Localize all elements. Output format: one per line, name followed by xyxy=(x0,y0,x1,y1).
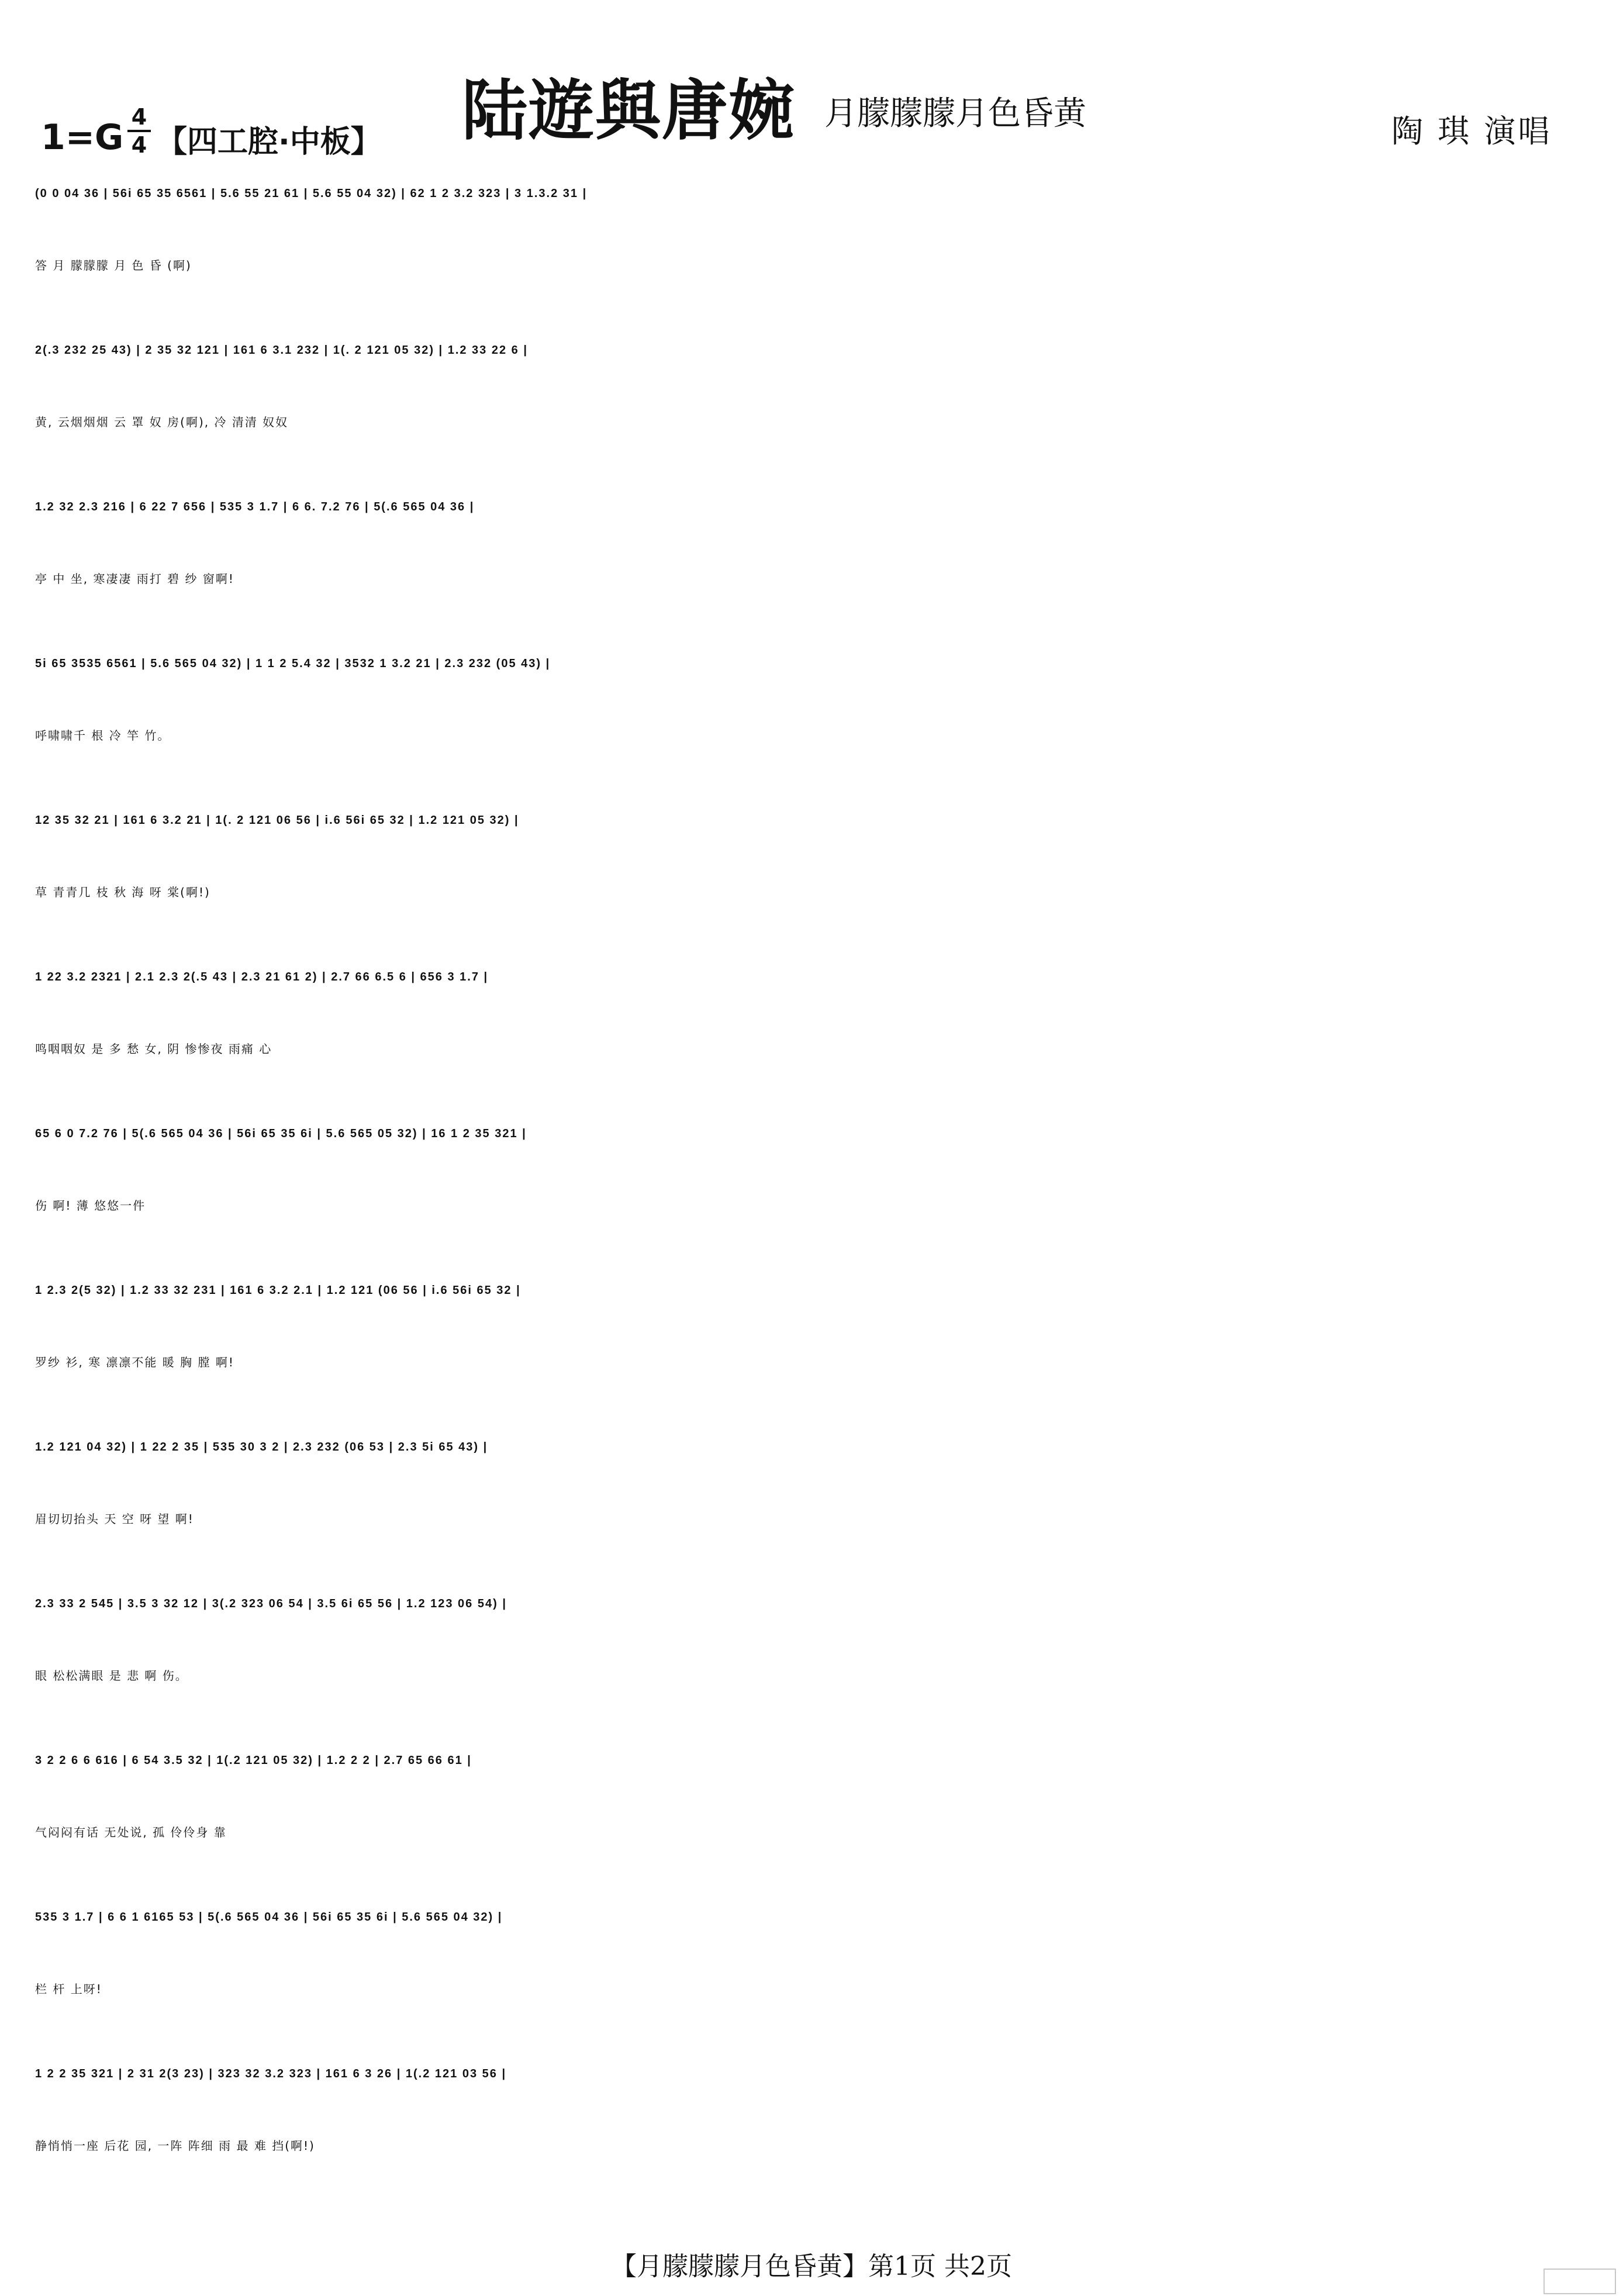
lyrics-line: 眉切切抬头 天 空 呀 望 啊! xyxy=(35,1512,194,1526)
key-signature: 1=G xyxy=(41,117,124,158)
lyrics-line: 黄, 云烟烟烟 云 罩 奴 房(啊), 冷 清清 奴奴 xyxy=(35,415,289,429)
jianpu-notes: 1 22 3.2 2321 | 2.1 2.3 2(.5 43 | 2.3 21 61 2) | 2.7 66 6.5 6 | 656 3 1.7 | xyxy=(35,971,489,983)
jianpu-notes: 2.3 33 2 545 | 3.5 3 32 12 | 3(.2 323 06 54 | 3.5 6i 65 56 | 1.2 123 06 54) | xyxy=(35,1597,507,1610)
lyrics-line: 气闷闷有话 无处说, 孤 伶伶身 靠 xyxy=(35,1825,227,1839)
jianpu-notes: 1.2 121 04 32) | 1 22 2 35 | 535 30 3 2 | 2.3 232 (06 53 | 2.3 5i 65 43) | xyxy=(35,1441,488,1453)
lyrics-line: 眼 松松满眼 是 悲 啊 伤。 xyxy=(35,1669,188,1683)
lyrics-line: 伤 啊! 薄 悠悠一件 xyxy=(35,1199,146,1213)
mode-tempo: 【四工腔·中板】 xyxy=(157,125,381,160)
song-subtitle: 月朦朦朦月色昏黄 xyxy=(824,95,1086,133)
lyrics-line: 栏 杆 上呀! xyxy=(35,1982,102,1996)
lyrics-line: 亭 中 坐, 寒凄凄 雨打 碧 纱 窗啊! xyxy=(35,572,234,586)
jianpu-notes: 65 6 0 7.2 76 | 5(.6 565 04 36 | 56i 65 35 6i | 5.6 565 05 32) | 16 1 2 35 321 | xyxy=(35,1127,527,1140)
time-signature xyxy=(127,105,151,157)
jianpu-notes: 2(.3 232 25 43) | 2 35 32 121 | 161 6 3.1 232 | 1(. 2 121 05 32) | 1.2 33 22 6 | xyxy=(35,344,528,357)
jianpu-notes: 1 2 2 35 321 | 2 31 2(3 23) | 323 32 3.2 323 | 161 6 3 26 | 1(.2 121 03 56 | xyxy=(35,2067,507,2080)
lyrics-line: 草 青青几 枝 秋 海 呀 棠(啊!) xyxy=(35,885,210,899)
watermark-stamp xyxy=(1543,2269,1616,2294)
jianpu-notes: 1 2.3 2(5 32) | 1.2 33 32 231 | 161 6 3.2 2.1 | 1.2 121 (06 56 | i.6 56i 65 32 | xyxy=(35,1284,521,1297)
performer-credit: 陶 琪 演唱 xyxy=(1391,113,1552,150)
lyrics-line: 答 月 朦朦朦 月 色 昏 (啊) xyxy=(35,258,192,272)
jianpu-notes: (0 0 04 36 | 56i 65 35 6561 | 5.6 55 21 61 | 5.6 55 04 32) | 62 1 2 3.2 323 | 3 1.3.2 31 | xyxy=(35,187,588,200)
lyrics-line: 静悄悄一座 后花 园, 一阵 阵细 雨 最 难 挡(啊!) xyxy=(35,2139,315,2153)
jianpu-notes: 3 2 2 6 6 616 | 6 54 3.5 32 | 1(.2 121 05 32) | 1.2 2 2 | 2.7 65 66 61 | xyxy=(35,1754,472,1767)
lyrics-line: 鸣咽咽奴 是 多 愁 女, 阴 惨惨夜 雨痛 心 xyxy=(35,1042,272,1056)
jianpu-notes: 12 35 32 21 | 161 6 3.2 21 | 1(. 2 121 06 56 | i.6 56i 65 32 | 1.2 121 05 32) | xyxy=(35,814,519,827)
lyrics-line: 罗纱 衫, 寒 凛凛不能 暖 胸 膛 啊! xyxy=(35,1355,234,1369)
page-footer: 【月朦朦朦月色昏黄】第1页 共2页 xyxy=(611,2252,1012,2281)
jianpu-notes: 5i 65 3535 6561 | 5.6 565 04 32) | 1 1 2 5.4 32 | 3532 1 3.2 21 | 2.3 232 (05 43) | xyxy=(35,657,551,670)
meter-denominator: 4 xyxy=(131,132,147,158)
song-title: 陆遊與唐婉 xyxy=(462,72,795,149)
jianpu-notes: 535 3 1.7 | 6 6 1 6165 53 | 5(.6 565 04 36 | 56i 65 35 6i | 5.6 565 04 32) | xyxy=(35,1911,503,1924)
jianpu-notes: 1.2 32 2.3 216 | 6 22 7 656 | 535 3 1.7 | 6 6. 7.2 76 | 5(.6 565 04 36 | xyxy=(35,500,475,513)
lyrics-line: 呼啸啸千 根 冷 竿 竹。 xyxy=(35,728,171,743)
meter-numerator: 4 xyxy=(131,104,147,130)
